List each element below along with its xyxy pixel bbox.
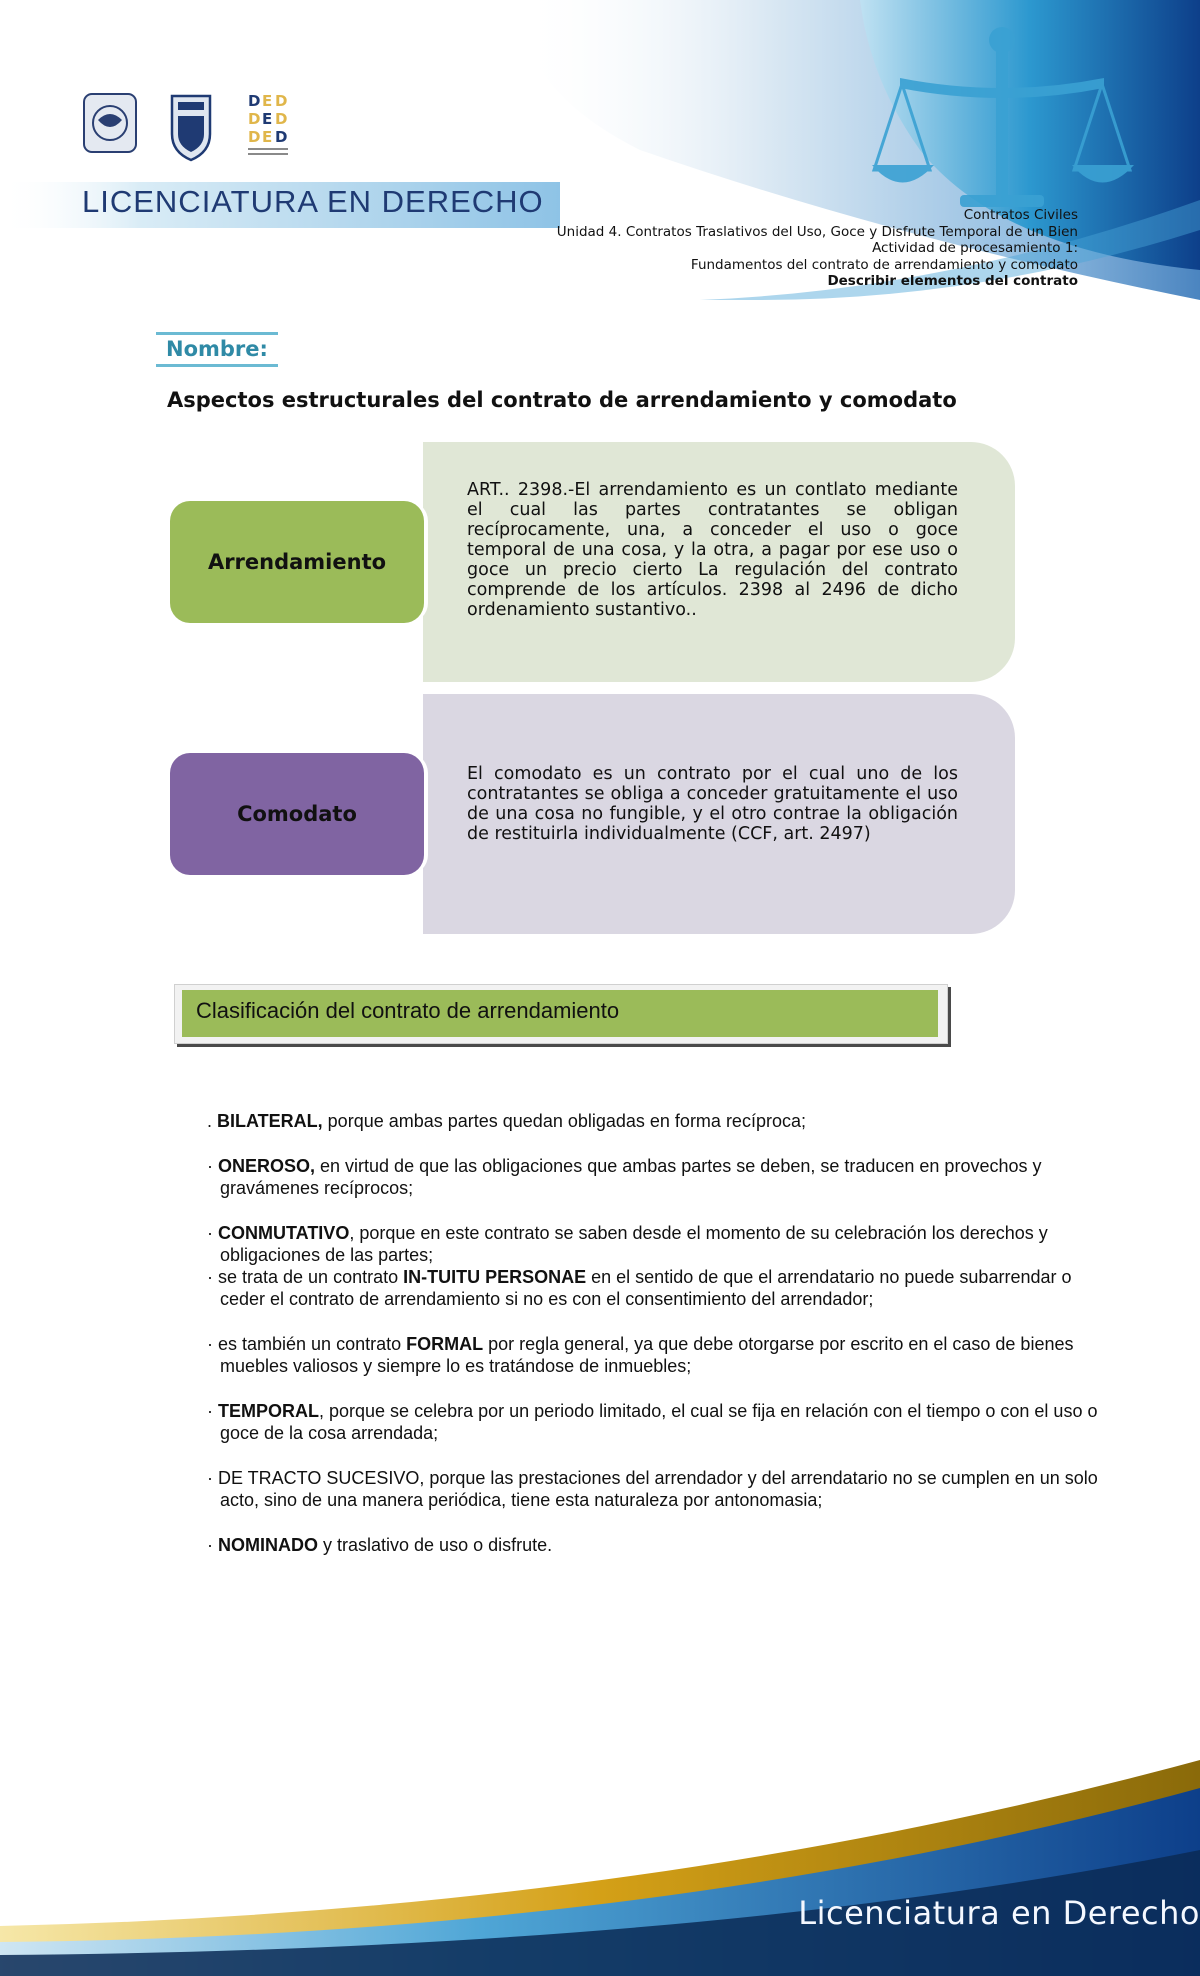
svg-text:E: E [262,110,273,128]
comodato-term: Comodato [237,802,357,826]
course-name: Contratos Civiles [963,207,1078,223]
svg-text:E: E [262,92,273,110]
arrendamiento-term: Arrendamiento [207,550,387,574]
svg-text:E: E [262,128,273,146]
classification-heading-bar [182,990,938,1037]
classification-item: · se trata de un contrato IN-TUITU PERSONAE en el sentido de que el arrendatario no puede subarrendar o ceder el contrato de arrendamiento si no es con el consentimiento del arrendador; [207,1267,1072,1309]
activity-label: Actividad de procesamiento 1: [872,240,1078,256]
classification-item: · ONEROSO, en virtud de que las obligaciones que ambas partes se deben, se traducen en provechos y gravámenes recíprocos; [207,1156,1042,1198]
classification-item: · es también un contrato FORMAL por regla general, ya que debe otorgarse por escrito en el caso de bienes muebles valiosos y siempre lo es tratándose de inmuebles; [207,1334,1074,1376]
classification-heading-box [174,984,948,1044]
svg-text:D: D [275,128,288,146]
course-info [557,207,1078,290]
svg-text:D: D [248,110,261,128]
svg-text:D: D [275,110,288,128]
classification-item: · CONMUTATIVO, porque en este contrato se saben desde el momento de su celebración los derechos y obligaciones de las partes; [207,1223,1048,1265]
classification-item: · TEMPORAL, porque se celebra por un periodo limitado, el cual se fija en relación con el tiempo o con el uso o goce de la cosa arrendada; [207,1401,1098,1443]
activity-instruction: Describir elementos del contrato [827,273,1078,289]
program-title: LICENCIATURA EN DERECHO [82,184,544,219]
classification-title: Clasificación del contrato de arrendamiento [196,998,620,1023]
arrendamiento-tag [170,501,424,623]
unam-seal-logo [82,90,138,160]
unam-shield-logo [168,90,214,166]
footer-title: Licenciatura en Derecho [798,1894,1200,1932]
svg-text:D: D [248,92,261,110]
unit-name: Unidad 4. Contratos Traslativos del Uso, Goce y Disfrute Temporal de un Bien [556,223,1078,240]
classification-list [207,1110,1107,1556]
classification-item: · DE TRACTO SUCESIVO, porque las prestaciones del arrendador y del arrendatario no se cumplen en un solo acto, sino de una manera periódica, tiene esta naturaleza por antonomasia; [207,1468,1098,1510]
svg-text:D: D [248,128,261,146]
classification-item: · NOMINADO y traslativo de uso o disfrute. [207,1535,553,1555]
activity-topic: Fundamentos del contrato de arrendamiento y comodato [690,256,1078,273]
classification-item: . BILATERAL, porque ambas partes quedan obligadas en forma recíproca; [207,1111,806,1131]
ded-logo [248,90,290,166]
name-label: Nombre: [156,332,278,367]
comodato-tag [170,753,424,875]
section-heading: Aspectos estructurales del contrato de arrendamiento y comodato [167,388,957,412]
arrendamiento-definition: ART.. 2398.-El arrendamiento es un contlato mediante el cual las partes contratantes se obligan recíprocamente, una, a conceder el uso o goce temporal de una cosa, y la otra, a pagar por ese uso o goce un precio cierto La regulación del contrato comprende de los artículos. 2398 al 2496 de dicho ordenamiento sustantivo.. [467,480,958,620]
svg-text:D: D [275,92,288,110]
comodato-definition: El comodato es un contrato por el cual uno de los contratantes se obliga a conceder gratuitamente el uso de una cosa no fungible, y el otro contrae la obligación de restituirla individualmente (CCF, art. 2497) [467,764,958,844]
footer-decoration [0,1730,1200,1976]
